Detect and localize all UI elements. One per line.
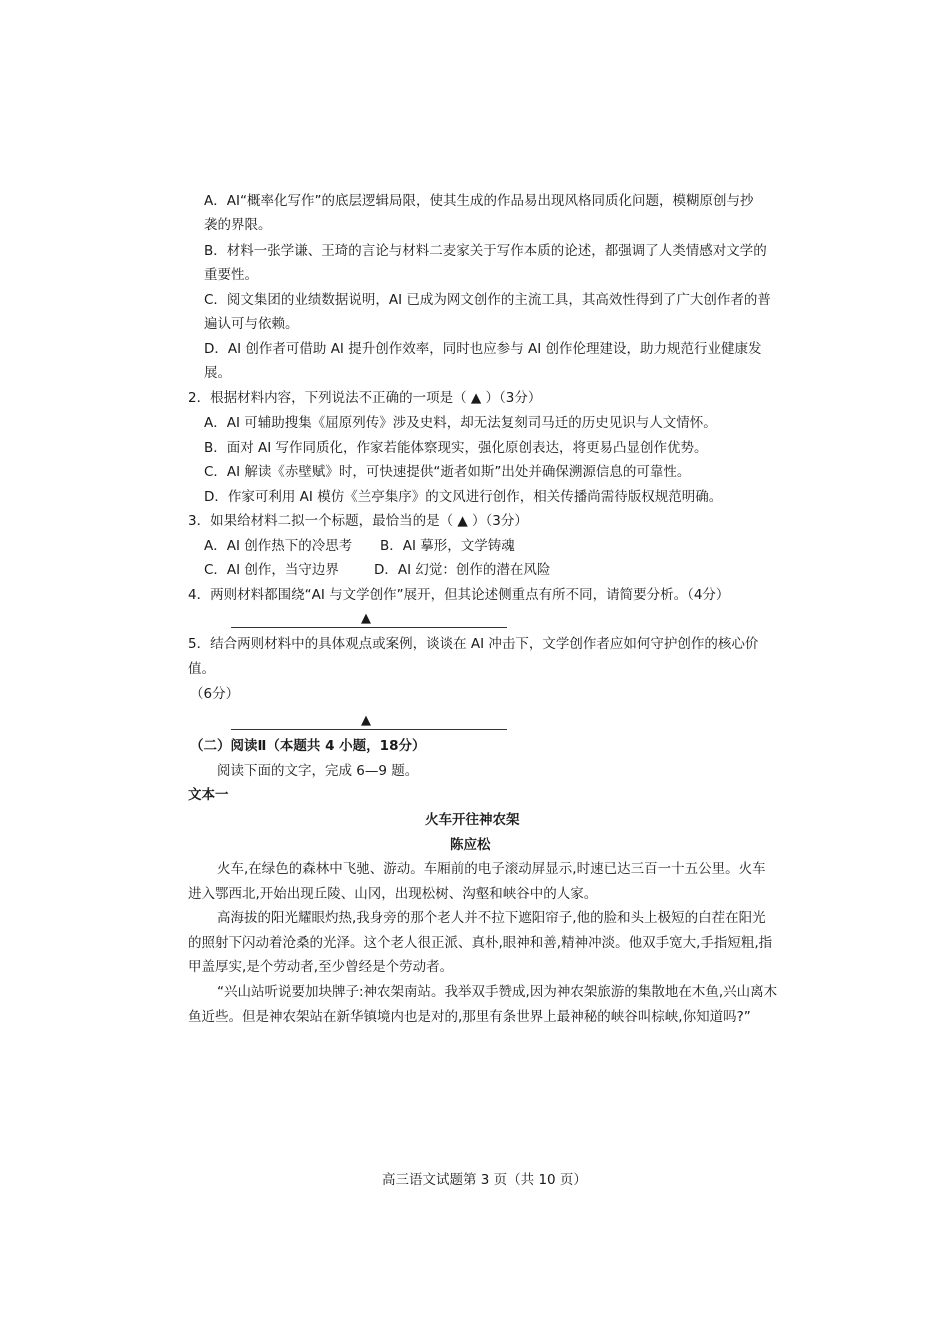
q5-answer-line	[231, 729, 507, 730]
story-author: 陈应松	[450, 837, 491, 853]
q4-stem: 4．两则材料都围绕“AI 与文学创作”展开，但其论述侧重点有所不同，请简要分析。（4分）	[188, 587, 730, 603]
q2-option-a: A．AI 可辅助搜集《屈原列传》涉及史料，却无法复刻司马迁的历史见识与人文情怀。	[204, 415, 717, 431]
q1-option-c-line2: 遍认可与依赖。	[204, 316, 299, 332]
story-paragraph2-line3: 甲盖厚实,是个劳动者,至少曾经是个劳动者。	[188, 959, 454, 975]
q1-option-a-line2: 袭的界限。	[204, 217, 272, 233]
q2-stem: 2．根据材料内容，下列说法不正确的一项是（ ▲ ）（3分）	[188, 390, 542, 406]
q5-stem-line2: 值。	[188, 661, 215, 677]
q3-option-a: A．AI 创作热下的冷思考	[204, 538, 353, 554]
q1-option-d-line2: 展。	[204, 365, 231, 381]
text-one-label: 文本一	[188, 787, 229, 803]
q5-score: （6分）	[190, 686, 240, 702]
section2-heading: （二）阅读Ⅱ（本题共 4 小题，18分）	[190, 738, 426, 754]
page-footer: 高三语文试题第 3 页（共 10 页）	[382, 1172, 587, 1188]
q2-option-d: D．作家可利用 AI 模仿《兰亭集序》的文风进行创作，相关传播尚需待版权规范明确。	[204, 489, 723, 505]
story-paragraph2-line2: 的照射下闪动着沧桑的光泽。这个老人很正派、真朴,眼神和善,精神冲淡。他双手宽大,手指短粗,指	[188, 935, 773, 951]
story-title: 火车开往神农架	[425, 812, 520, 828]
q2-option-c: C．AI 解读《赤壁赋》时，可快速提供“逝者如斯”出处并确保溯源信息的可靠性。	[204, 464, 691, 480]
story-paragraph1-line1: 火车,在绿色的森林中飞驰、游动。车厢前的电子滚动屏显示,时速已达三百一十五公里。火车	[217, 861, 766, 877]
q3-option-b: B．AI 摹形，文学铸魂	[380, 538, 515, 554]
story-paragraph1-line2: 进入鄂西北,开始出现丘陵、山冈，出现松树、沟壑和峡谷中的人家。	[188, 886, 598, 902]
q1-option-b-line2: 重要性。	[204, 267, 258, 283]
q2-option-b: B．面对 AI 写作同质化，作家若能体察现实，强化原创表达，将更易凸显创作优势。	[204, 440, 708, 456]
q4-answer-line	[231, 627, 507, 628]
story-paragraph3-line2: 鱼近些。但是神农架站在新华镇境内也是对的,那里有条世界上最神秘的峡谷叫棕峡,你知道吗?”	[188, 1009, 751, 1025]
q3-option-d: D．AI 幻觉：创作的潜在风险	[374, 562, 551, 578]
story-paragraph2-line1: 高海拔的阳光耀眼灼热,我身旁的那个老人并不拉下遮阳帘子,他的脸和头上极短的白茬在阳光	[217, 910, 766, 926]
q5-answer-mark: ▲	[361, 713, 371, 728]
section2-instruction: 阅读下面的文字，完成 6—9 题。	[217, 763, 419, 779]
q5-stem-line1: 5．结合两则材料中的具体观点或案例，谈谈在 AI 冲击下，文学创作者应如何守护创作的核心价	[188, 636, 759, 652]
q3-option-c: C．AI 创作，当守边界	[204, 562, 339, 578]
q1-option-c-line1: C．阅文集团的业绩数据说明，AI 已成为网文创作的主流工具，其高效性得到了广大创作者的普	[204, 292, 771, 308]
q1-option-b-line1: B．材料一张学谦、王琦的言论与材料二麦家关于写作本质的论述，都强调了人类情感对文学的	[204, 243, 767, 259]
q1-option-a-line1: A．AI“概率化写作”的底层逻辑局限，使其生成的作品易出现风格同质化问题，模糊原创与抄	[204, 193, 754, 209]
story-paragraph3-line1: “兴山站听说要加块牌子:神农架南站。我举双手赞成,因为神农架旅游的集散地在木鱼,兴山离木	[217, 984, 778, 1000]
q3-stem: 3．如果给材料二拟一个标题，最恰当的是（ ▲ ）（3分）	[188, 513, 528, 529]
q1-option-d-line1: D．AI 创作者可借助 AI 提升创作效率，同时也应参与 AI 创作伦理建设，助力规范行业健康发	[204, 341, 762, 357]
q4-answer-mark: ▲	[361, 611, 371, 626]
